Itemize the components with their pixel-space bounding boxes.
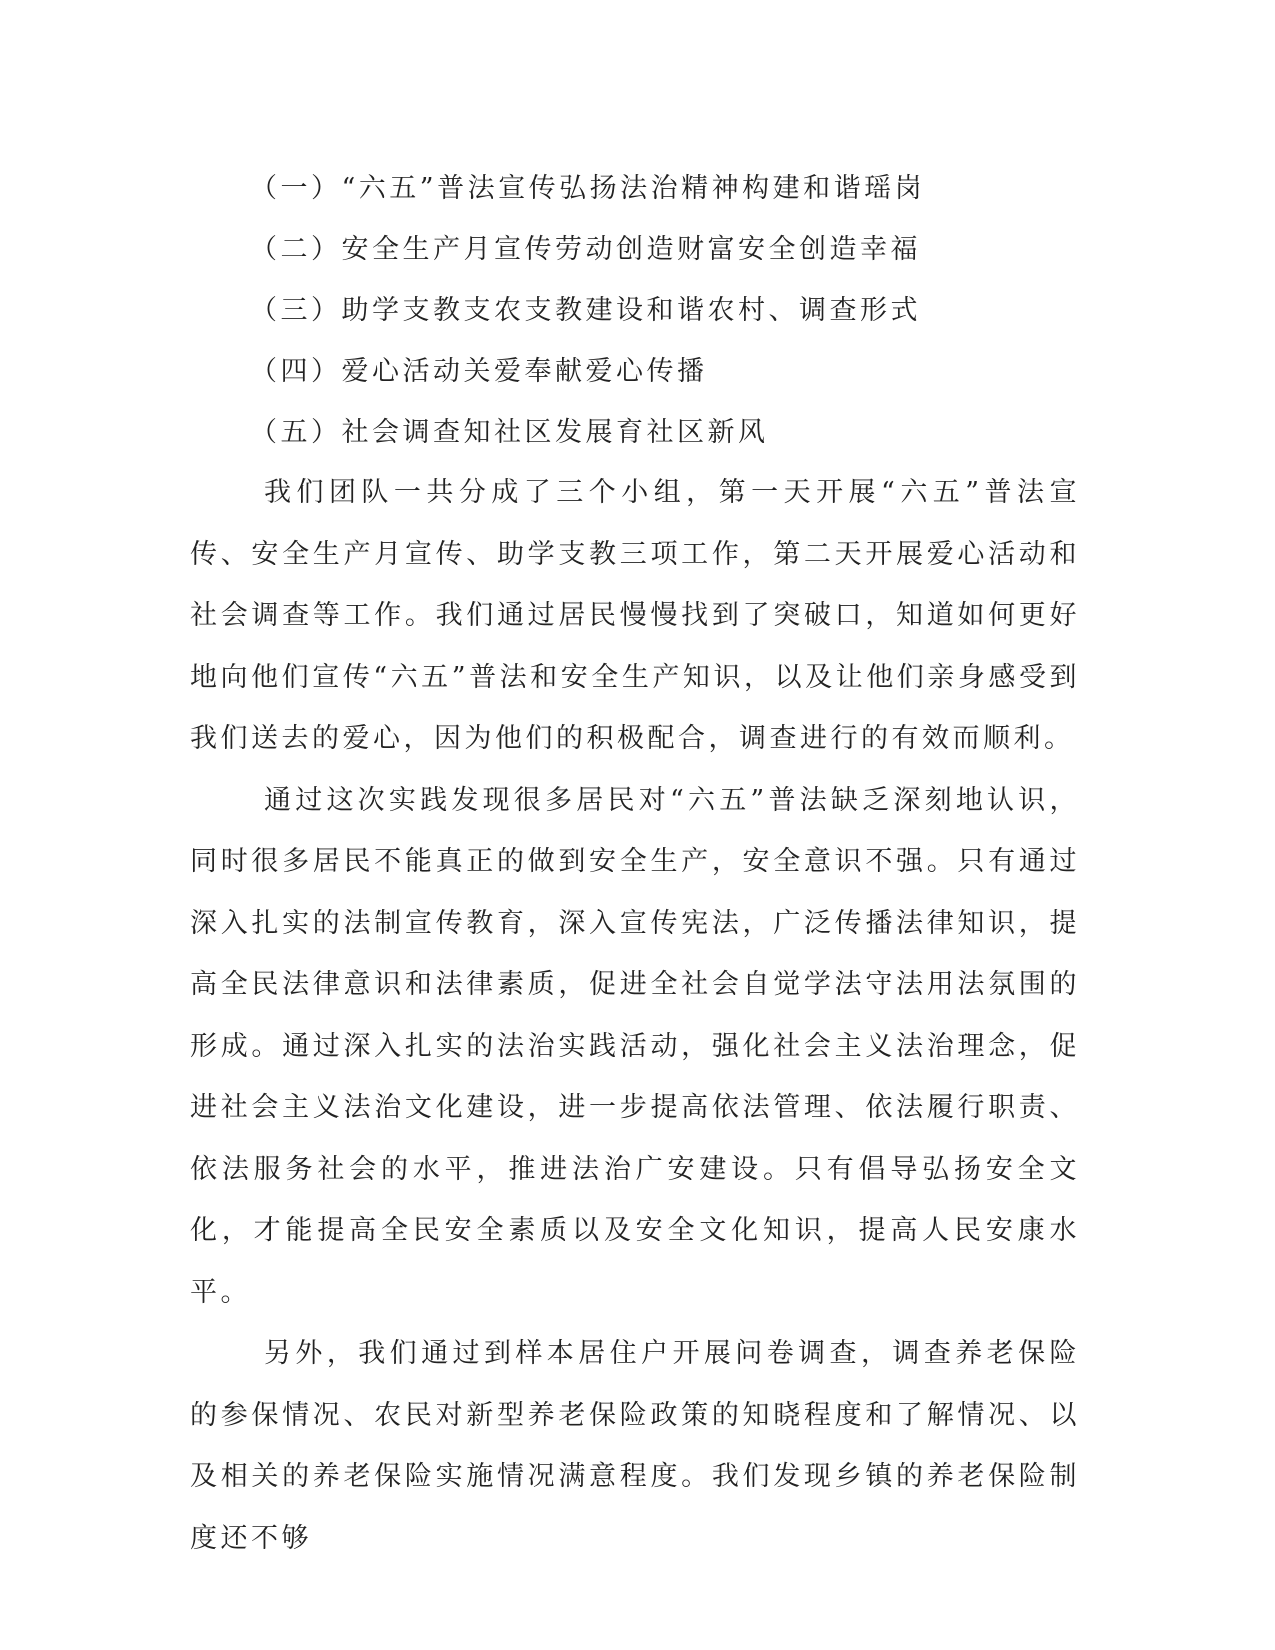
list-item: （二）安全生产月宣传劳动创造财富安全创造幸福: [250, 234, 921, 265]
activity-list: [190, 158, 1080, 463]
list-item: （三）助学支教支农支教建设和谐农村、调查形式: [250, 295, 921, 326]
list-item: （五）社会调查知社区发展育社区新风: [250, 417, 769, 448]
paragraph: 另外，我们通过到样本居住户开展问卷调查，调查养老保险的参保情况、农民对新型养老保险政策的知晓程度和了解情况、以及相关的养老保险实施情况满意程度。我们发现乡镇的养老保险制度还不够: [190, 1338, 1080, 1554]
paragraph: 我们团队一共分成了三个小组，第一天开展“六五”普法宣传、安全生产月宣传、助学支教三项工作，第二天开展爱心活动和社会调查等工作。我们通过居民慢慢找到了突破口，知道如何更好地向他们宣传“六五”普法和安全生产知识，以及让他们亲身感受到我们送去的爱心，因为他们的积极配合，调查进行的有效而顺利。: [190, 477, 1080, 754]
list-item: （一）“六五”普法宣传弘扬法治精神构建和谐瑶岗: [250, 173, 926, 204]
paragraph: 通过这次实践发现很多居民对“六五”普法缺乏深刻地认识，同时很多居民不能真正的做到安全生产，安全意识不强。只有通过深入扎实的法制宣传教育，深入宣传宪法，广泛传播法律知识，提高全民法律意识和法律素质，促进全社会自觉学法守法用法氛围的形成。通过深入扎实的法治实践活动，强化社会主义法治理念，促进社会主义法治文化建设，进一步提高依法管理、依法履行职责、依法服务社会的水平，推进法治广安建设。只有倡导弘扬安全文化，才能提高全民安全素质以及安全文化知识，提高人民安康水平。: [190, 784, 1080, 1308]
body-text: [190, 462, 1080, 1569]
list-item: （四）爱心活动关爱奉献爱心传播: [250, 356, 708, 387]
